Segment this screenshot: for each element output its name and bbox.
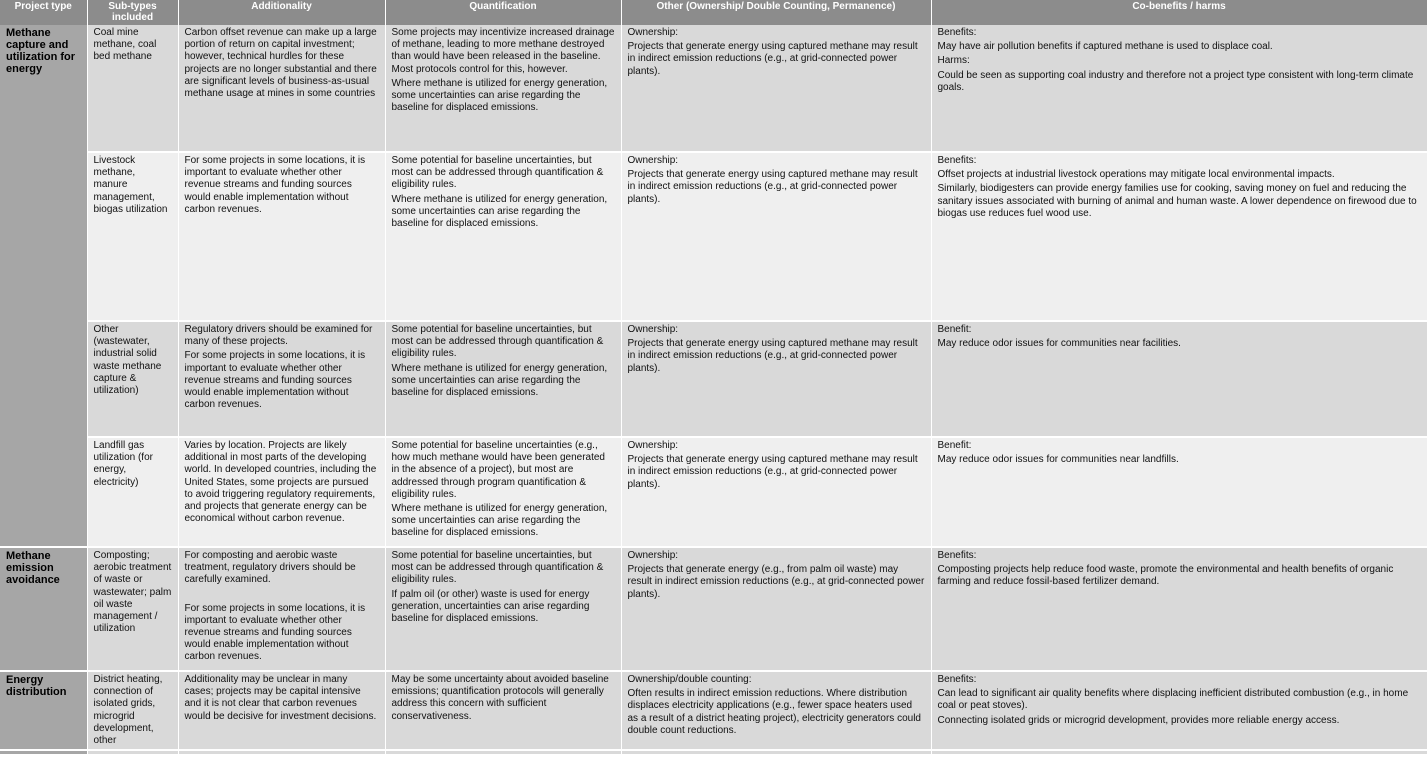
cell-paragraph: Additionality may be unclear in many cases; projects may be capital intensive and it is not clear that carbon revenues would be decisive for investment decisions. [184,674,377,722]
quantification-cell [385,25,621,152]
table-row [0,152,1427,321]
additionality-cell [178,437,385,547]
cell-paragraph: Varies by location. Projects are likely additional in most parts of the developing world. In developed countries, including the United States, some projects are pursued to avoid triggering regulatory requirements, and projects that generate energy can be economical without carbon revenue. [184,440,377,525]
cell-heading: Harms: [937,55,970,67]
additionality-cell [178,25,385,152]
cell-paragraph: Some potential for baseline uncertainties (e.g., how much methane would have been generated in the absence of a project), but most are addressed through program quantification & eligibility rules. [391,440,605,500]
additionality-cell [178,671,385,750]
additionality-cell [178,152,385,321]
cutoff-cell [87,750,178,754]
cell-paragraph: Some projects may incentivize increased drainage of methane, leading to more methane destroyed than would have been released in the baseline. Most protocols control for this, however. [391,27,615,75]
cobenefits-cell [931,671,1427,750]
header-sub-types: Sub-types included [87,0,178,25]
cobenefits-cell [931,437,1427,547]
cell-paragraph: For composting and aerobic waste treatment, regulatory drivers should be carefully examined. [184,550,356,586]
other-cell [621,547,931,671]
project-type-cell: Energy distribution [0,671,87,750]
cell-paragraph: Some potential for baseline uncertainties, but most can be addressed through quantification & eligibility rules. [391,155,604,191]
subtype-cell: Coal mine methane, coal bed methane [87,25,178,152]
other-cell [621,152,931,321]
cell-paragraph: Could be seen as supporting coal industry and therefore not a project type consistent with long-term climate goals. [937,69,1414,93]
cutoff-cell [931,750,1427,754]
other-cell [621,25,931,152]
cell-paragraph: Projects that generate energy using captured methane may result in indirect emission reductions (e.g., at grid-connected power plants). [627,169,918,205]
cell-paragraph: Where methane is utilized for energy generation, some uncertainties can arise regarding the baseline for displaced emissions. [391,503,608,539]
quantification-cell [385,437,621,547]
table-row [0,547,1427,671]
cell-paragraph: May have air pollution benefits if captured methane is used to displace coal. [937,41,1273,53]
cell-paragraph: Can lead to significant air quality benefits where displacing inefficient distributed combustion (e.g., in home coal or peat stoves). [937,688,1409,712]
header-quantification: Quantification [385,0,621,25]
cell-paragraph: May reduce odor issues for communities near landfills. [937,454,1179,466]
cutoff-cell [178,750,385,754]
table-row [0,321,1427,437]
additionality-cell [178,547,385,671]
cobenefits-cell [931,25,1427,152]
cell-heading: Benefits: [937,155,977,166]
subtype-cell: Livestock methane, manure management, biogas utilization [87,152,178,321]
other-cell [621,321,931,437]
cell-heading: Ownership: [627,155,679,166]
other-cell [621,437,931,547]
cell-paragraph: Often results in indirect emission reductions. Where distribution displaces electricity applications (e.g., fewer space heaters used as a result of a district heating project), electricity generators could double count reductions. [627,688,921,736]
cutoff-cell [0,750,87,754]
cell-paragraph: May reduce odor issues for communities near facilities. [937,338,1181,350]
cell-paragraph: Projects that generate energy using captured methane may result in indirect emission reductions (e.g., at grid-connected power plants). [627,454,918,490]
cell-paragraph: Where methane is utilized for energy generation, some uncertainties can arise regarding the baseline for displaced emissions. [391,362,608,399]
header-row [0,0,1427,25]
cell-heading: Benefits: [937,27,977,38]
quantification-cell [385,321,621,437]
header-cobenefits: Co-benefits / harms [931,0,1427,25]
quantification-cell [385,152,621,321]
table-row-cutoff [0,750,1427,754]
cell-paragraph: Projects that generate energy using captured methane may result in indirect emission reductions (e.g., at grid-connected power plants). [627,338,918,374]
cell-heading: Benefits: [937,550,977,561]
cell-heading: Benefit: [937,324,972,335]
cell-paragraph: Connecting isolated grids or microgrid development, provides more reliable energy access. [937,714,1340,726]
cell-paragraph: Some potential for baseline uncertainties, but most can be addressed through quantification & eligibility rules. [391,550,604,586]
table-row [0,25,1427,152]
cell-heading: Ownership: [627,27,679,38]
cell-heading: Benefits: [937,674,977,685]
header-additionality: Additionality [178,0,385,25]
quantification-cell [385,671,621,750]
other-cell [621,671,931,750]
cell-heading: Ownership: [627,550,679,561]
cell-paragraph: Composting projects help reduce food waste, promote the environmental and health benefits of organic farming and reduce fossil-based fertilizer demand. [937,564,1394,588]
subtype-cell: Other (wastewater, industrial solid waste methane capture & utilization) [87,321,178,437]
cell-paragraph: Where methane is utilized for energy generation, some uncertainties can arise regarding the baseline for displaced emissions. [391,193,608,230]
cell-paragraph: Projects that generate energy using captured methane may result in indirect emission reductions (e.g., at grid-connected power plants). [627,41,918,77]
cobenefits-cell [931,547,1427,671]
cobenefits-cell [931,152,1427,321]
cell-paragraph: Projects that generate energy (e.g., from palm oil waste) may result in indirect emission reductions (e.g., at grid-connected power plants). [627,564,925,600]
cell-heading: Ownership: [627,324,679,335]
table-row [0,437,1427,547]
header-other: Other (Ownership/ Double Counting, Permanence) [621,0,931,25]
project-type-cell: Methane capture and utilization for energy [0,25,87,547]
cutoff-cell [621,750,931,754]
project-type-cell: Methane emission avoidance [0,547,87,671]
cell-heading: Ownership/double counting: [627,674,752,685]
cell-paragraph: For some projects in some locations, it is important to evaluate whether other revenue streams and funding sources would enable implementation without carbon revenues. [184,602,366,663]
subtype-cell: Composting; aerobic treatment of waste or wastewater; palm oil waste management / utilization [87,547,178,671]
cell-paragraph: For some projects in some locations, it is important to evaluate whether other revenue streams and funding sources would enable implementation without carbon revenues. [184,155,366,215]
cell-paragraph: For some projects in some locations, it is important to evaluate whether other revenue streams and funding sources would enable implementation without carbon revenues. [184,350,366,411]
cell-heading: Ownership: [627,440,679,451]
cobenefits-cell [931,321,1427,437]
cell-paragraph: Regulatory drivers should be examined for many of these projects. [184,324,373,348]
cutoff-cell [385,750,621,754]
quantification-cell [385,547,621,671]
table-row [0,671,1427,750]
cell-heading: Benefit: [937,440,972,451]
cell-paragraph: Carbon offset revenue can make up a large portion of return on capital investment; however, technical hurdles for these projects are no longer substantial and there are significant levels of business-as-usual methane usage at mines in some countries [184,27,377,100]
cell-paragraph: Offset projects at industrial livestock operations may mitigate local environmental impacts. [937,169,1335,181]
cell-paragraph: If palm oil (or other) waste is used for energy generation, uncertainties can arise regarding baseline for displaced emissions. [391,588,590,625]
header-project-type: Project type [0,0,87,25]
cell-paragraph: May be some uncertainty about avoided baseline emissions; quantification protocols will generally address this concern with sufficient conservativeness. [391,674,609,722]
cell-paragraph: Some potential for baseline uncertainties, but most can be addressed through quantification & eligibility rules. [391,324,604,360]
subtype-cell: District heating, connection of isolated grids, microgrid development, other [87,671,178,750]
cell-paragraph: Similarly, biodigesters can provide energy families use for cooking, saving money on fuel and reducing the sanitary issues associated with burning of animal and human waste. A lower dependence on firewood due to biogas use reduces fuel wood use. [937,183,1417,219]
cell-spacer [185,589,379,601]
cell-paragraph: Where methane is utilized for energy generation, some uncertainties can arise regarding the baseline for displaced emissions. [391,77,608,114]
subtype-cell: Landfill gas utilization (for energy, electricity) [87,437,178,547]
additionality-cell [178,321,385,437]
